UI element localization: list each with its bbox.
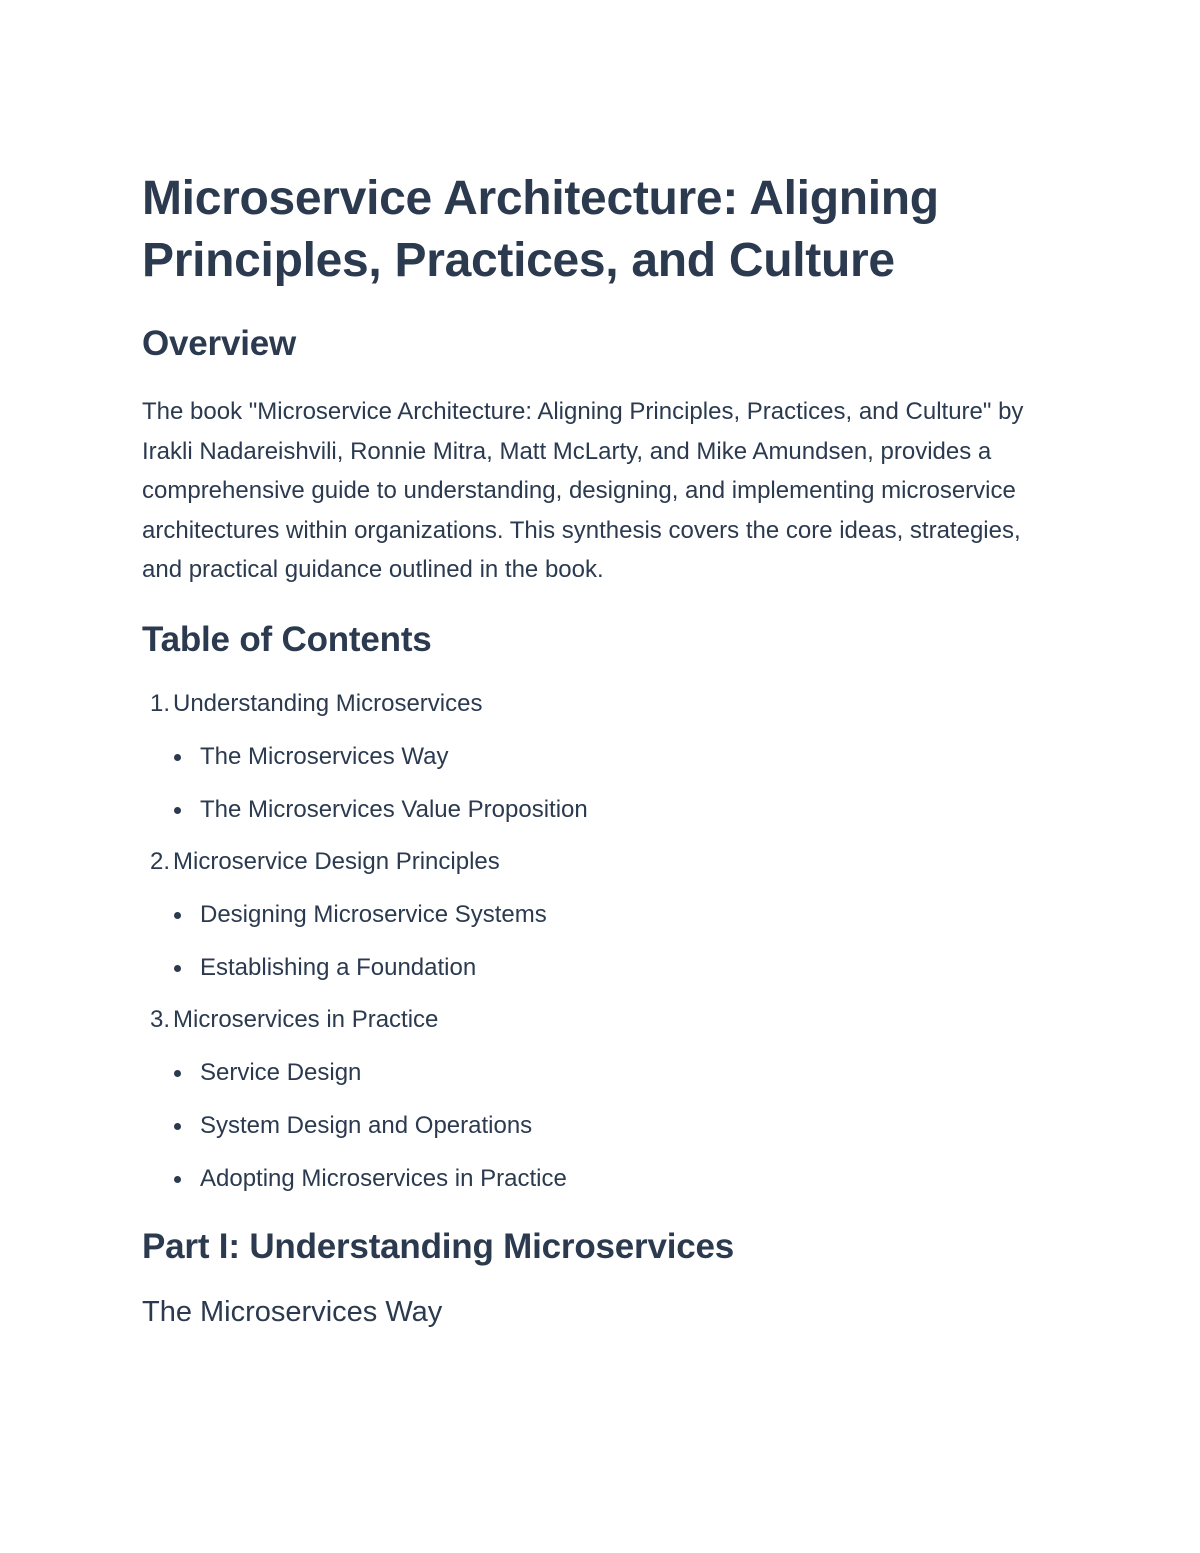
toc-item-number: 1. bbox=[149, 689, 170, 717]
overview-heading: Overview bbox=[142, 324, 297, 363]
bullet-icon bbox=[174, 754, 181, 761]
bullet-icon bbox=[174, 965, 181, 972]
toc-subitem-label: Service Design bbox=[200, 1058, 362, 1086]
part-heading: Part I: Understanding Microservices bbox=[142, 1226, 735, 1266]
toc-sublist bbox=[142, 1057, 1042, 1195]
toc-item-number: 2. bbox=[149, 847, 170, 875]
overview-paragraph: The book "Microservice Architecture: Aligning Principles, Practices, and Culture" by Irakli Nadareishvili, Ronnie Mitra, Matt McLarty, and Mike Amundsen, provides a comprehensive guide to understanding, designing, and implementing microservice architectures within organizations. This synthesis covers the core ideas, strategies, and practical guidance outlined in the book. bbox=[142, 398, 1024, 583]
toc-item-number: 3. bbox=[149, 1005, 170, 1033]
bullet-icon bbox=[174, 1070, 181, 1077]
toc-heading: Table of Contents bbox=[142, 619, 432, 659]
toc-sublist bbox=[142, 741, 1042, 826]
toc-subitem bbox=[172, 1163, 1042, 1195]
section-heading: The Microservices Way bbox=[142, 1295, 443, 1328]
toc-subitem-label: Establishing a Foundation bbox=[200, 953, 477, 981]
toc-subitem-label: System Design and Operations bbox=[200, 1111, 533, 1139]
toc-item bbox=[142, 846, 1042, 984]
toc-sublist bbox=[142, 899, 1042, 984]
table-of-contents bbox=[142, 688, 1042, 1195]
toc-subitem bbox=[172, 952, 1042, 984]
toc-subitem-label: The Microservices Way bbox=[200, 742, 449, 770]
bullet-icon bbox=[174, 912, 181, 919]
toc-subitem bbox=[172, 741, 1042, 773]
bullet-icon bbox=[174, 807, 181, 814]
toc-item-label: Microservice Design Principles bbox=[173, 847, 500, 875]
bullet-icon bbox=[174, 1176, 181, 1183]
toc-subitem bbox=[172, 1057, 1042, 1089]
toc-subitem-label: The Microservices Value Proposition bbox=[200, 795, 588, 823]
toc-subitem bbox=[172, 794, 1042, 826]
toc-subitem bbox=[172, 1110, 1042, 1142]
bullet-icon bbox=[174, 1123, 181, 1130]
document-title: Microservice Architecture: Aligning Principles, Practices, and Culture bbox=[142, 172, 939, 287]
toc-subitem-label: Designing Microservice Systems bbox=[200, 900, 547, 928]
document-page bbox=[142, 168, 1042, 1331]
toc-subitem bbox=[172, 899, 1042, 931]
toc-item-label: Understanding Microservices bbox=[173, 689, 483, 717]
toc-subitem-label: Adopting Microservices in Practice bbox=[200, 1164, 567, 1192]
toc-item bbox=[142, 1004, 1042, 1195]
toc-item bbox=[142, 688, 1042, 826]
toc-item-label: Microservices in Practice bbox=[173, 1005, 439, 1033]
